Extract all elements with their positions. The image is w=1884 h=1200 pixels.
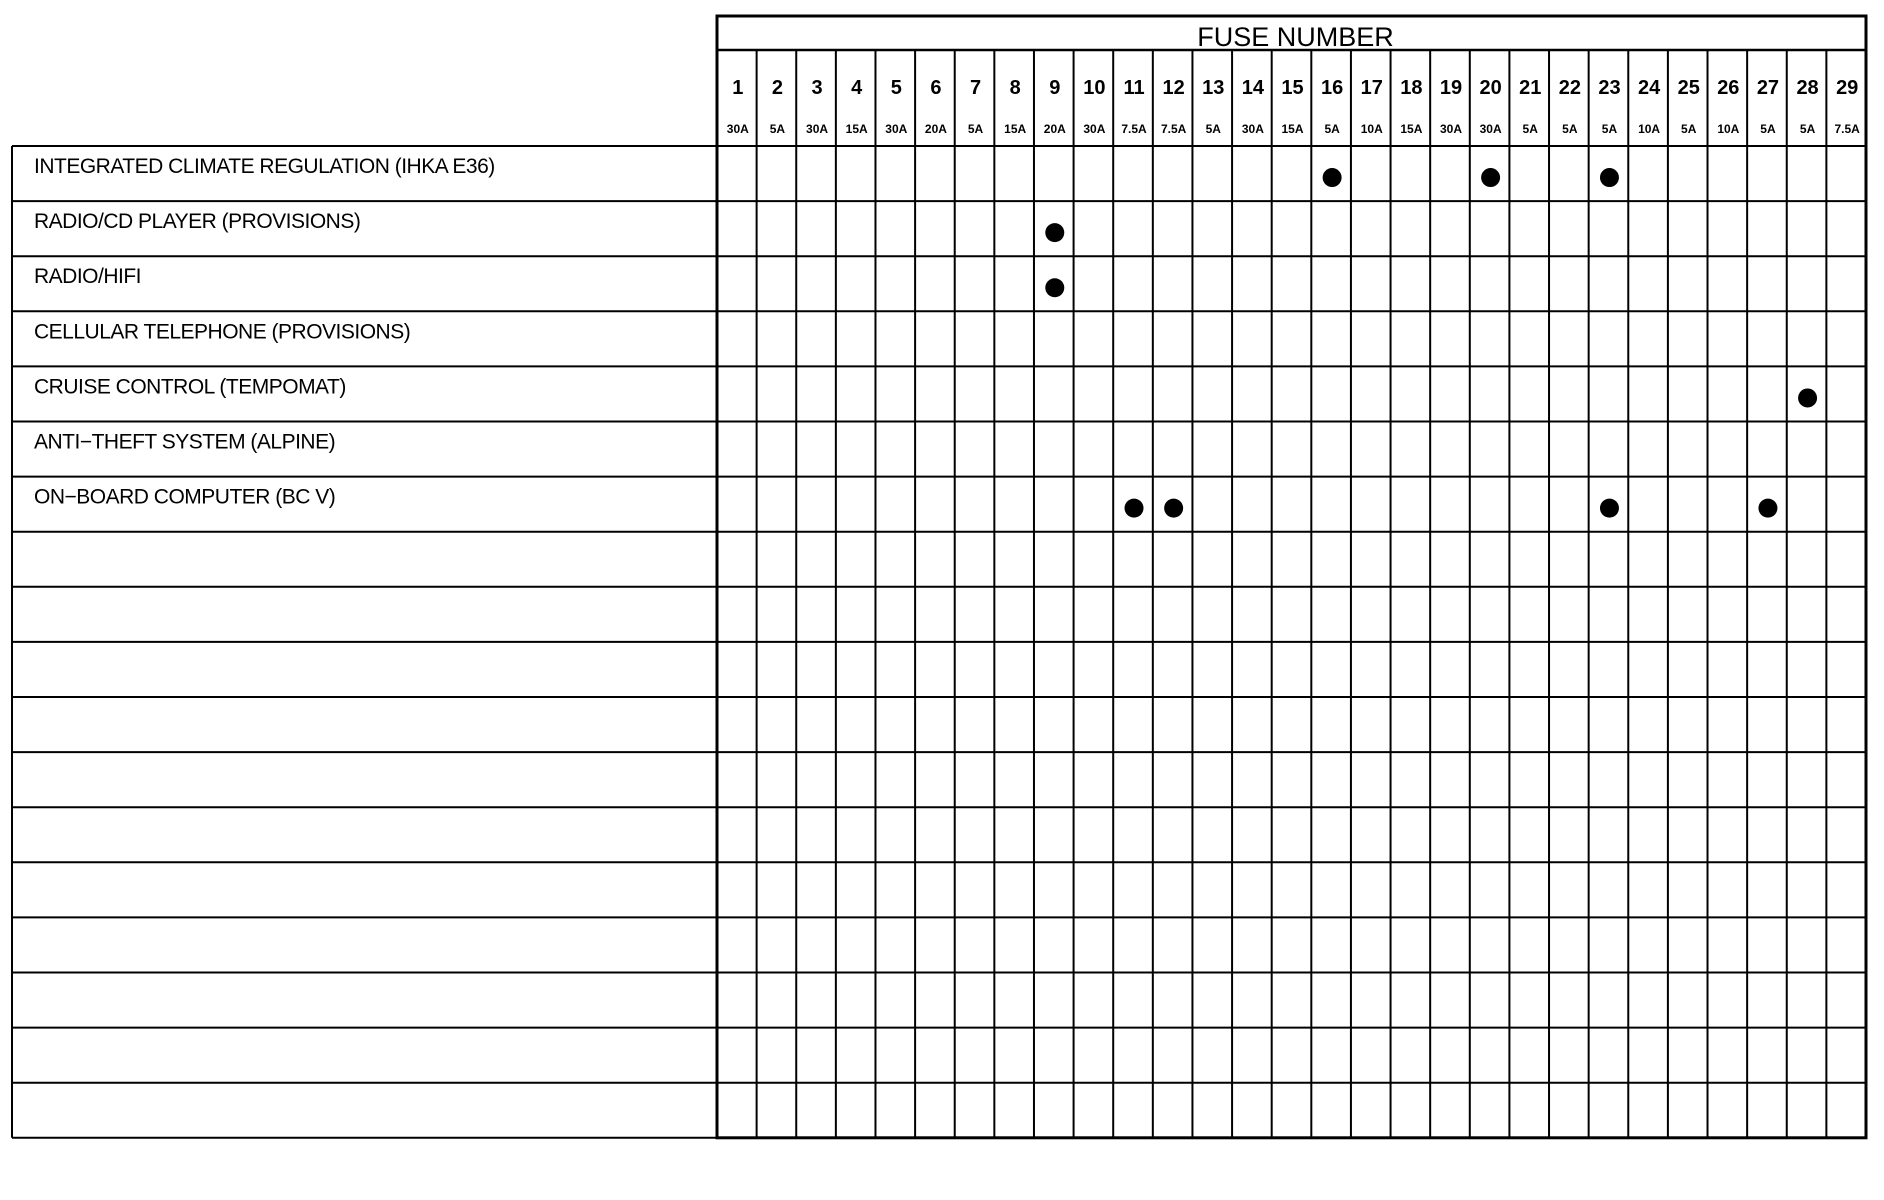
grid-frame <box>717 16 1866 1138</box>
fuse-dot <box>1600 168 1619 187</box>
fuse-number: 18 <box>1400 77 1423 99</box>
fuse-number: 28 <box>1796 77 1819 99</box>
fuse-number: 11 <box>1123 77 1145 99</box>
fuse-number: 27 <box>1756 77 1780 99</box>
fuse-rating: 5A <box>769 122 786 136</box>
circuit-label: RADIO/CD PLAYER (PROVISIONS) <box>34 210 361 234</box>
fuse-rating: 5A <box>1522 122 1538 136</box>
fuse-dot <box>1045 223 1064 242</box>
fuse-number: 12 <box>1162 77 1185 99</box>
fuse-number: 5 <box>890 77 902 99</box>
fuse-rating: 15A <box>1400 122 1423 136</box>
fuse-rating: 15A <box>845 122 868 136</box>
fuse-rating-row <box>727 122 1860 136</box>
fuse-dot <box>1481 168 1500 187</box>
fuse-number: 26 <box>1717 77 1740 99</box>
fuse-rating: 5A <box>1681 122 1697 136</box>
fuse-rating: 7.5A <box>1121 122 1147 136</box>
fuse-number: 4 <box>851 77 863 99</box>
circuit-label: ON−BOARD COMPUTER (BC V) <box>34 485 336 509</box>
fuse-number: 8 <box>1009 77 1021 99</box>
fuse-number: 3 <box>811 77 823 99</box>
circuit-label-column <box>34 155 495 509</box>
fuse-rating: 5A <box>1799 122 1816 136</box>
fuse-number: 25 <box>1677 77 1700 99</box>
fuse-dot <box>1798 388 1817 407</box>
fuse-number: 10 <box>1083 77 1106 99</box>
fuse-number: 21 <box>1519 77 1542 99</box>
fuse-rating: 30A <box>1479 122 1502 136</box>
fuse-number: 17 <box>1360 77 1383 99</box>
fuse-rating: 30A <box>1241 122 1264 136</box>
fuse-number-title: FUSE NUMBER <box>1197 22 1394 52</box>
fuse-rating: 7.5A <box>1834 122 1860 136</box>
circuit-label: RADIO/HIFI <box>34 265 142 289</box>
fuse-rating: 30A <box>726 122 749 136</box>
fuse-rating: 15A <box>1004 122 1027 136</box>
fuse-rating: 15A <box>1281 122 1304 136</box>
fuse-rating: 30A <box>885 122 908 136</box>
fuse-number: 14 <box>1241 77 1265 99</box>
fuse-number: 23 <box>1598 77 1621 99</box>
fuse-dot <box>1323 168 1342 187</box>
fuse-number: 29 <box>1836 77 1859 99</box>
fuse-number: 2 <box>771 77 783 99</box>
fuse-rating: 7.5A <box>1160 122 1187 136</box>
fuse-number: 6 <box>930 77 942 99</box>
fuse-rating: 5A <box>1601 122 1618 136</box>
fuse-number: 19 <box>1439 77 1463 99</box>
fuse-rating: 30A <box>1439 122 1462 136</box>
fuse-dot <box>1758 499 1777 518</box>
fuse-dot <box>1600 499 1619 518</box>
fuse-number: 22 <box>1558 77 1581 99</box>
fuse-rating: 10A <box>1638 122 1661 136</box>
fuse-rating: 10A <box>1360 122 1383 136</box>
fuse-rating: 20A <box>924 122 947 136</box>
fuse-rating: 5A <box>967 122 984 136</box>
fuse-rating: 30A <box>1083 122 1106 136</box>
fuse-rating: 5A <box>1205 122 1221 136</box>
fuse-number: 20 <box>1479 77 1502 99</box>
fuse-rating: 5A <box>1562 122 1578 136</box>
fuse-rating: 5A <box>1760 122 1776 136</box>
fuse-number: 9 <box>1049 77 1061 99</box>
fuse-dot <box>1045 278 1064 297</box>
fuse-number: 13 <box>1202 77 1225 99</box>
fuse-number-row <box>732 77 1858 99</box>
circuit-label: CRUISE CONTROL (TEMPOMAT) <box>34 375 346 399</box>
fuse-number: 1 <box>732 77 744 99</box>
fuse-number: 15 <box>1281 77 1304 99</box>
fuse-number: 7 <box>969 77 982 99</box>
fuse-number: 24 <box>1637 77 1661 99</box>
fuse-rating: 30A <box>806 122 829 136</box>
fuse-dot <box>1164 499 1183 518</box>
fuse-rating: 10A <box>1717 122 1740 136</box>
fuse-rating: 5A <box>1324 122 1340 136</box>
circuit-label: ANTI−THEFT SYSTEM (ALPINE) <box>34 430 336 454</box>
fuse-rating: 20A <box>1043 122 1066 136</box>
circuit-label: CELLULAR TELEPHONE (PROVISIONS) <box>34 320 411 344</box>
circuit-label: INTEGRATED CLIMATE REGULATION (IHKA E36) <box>34 155 495 178</box>
fuse-grid <box>12 16 1866 1138</box>
fuse-dot <box>1125 499 1144 518</box>
fuse-number: 16 <box>1320 77 1344 99</box>
